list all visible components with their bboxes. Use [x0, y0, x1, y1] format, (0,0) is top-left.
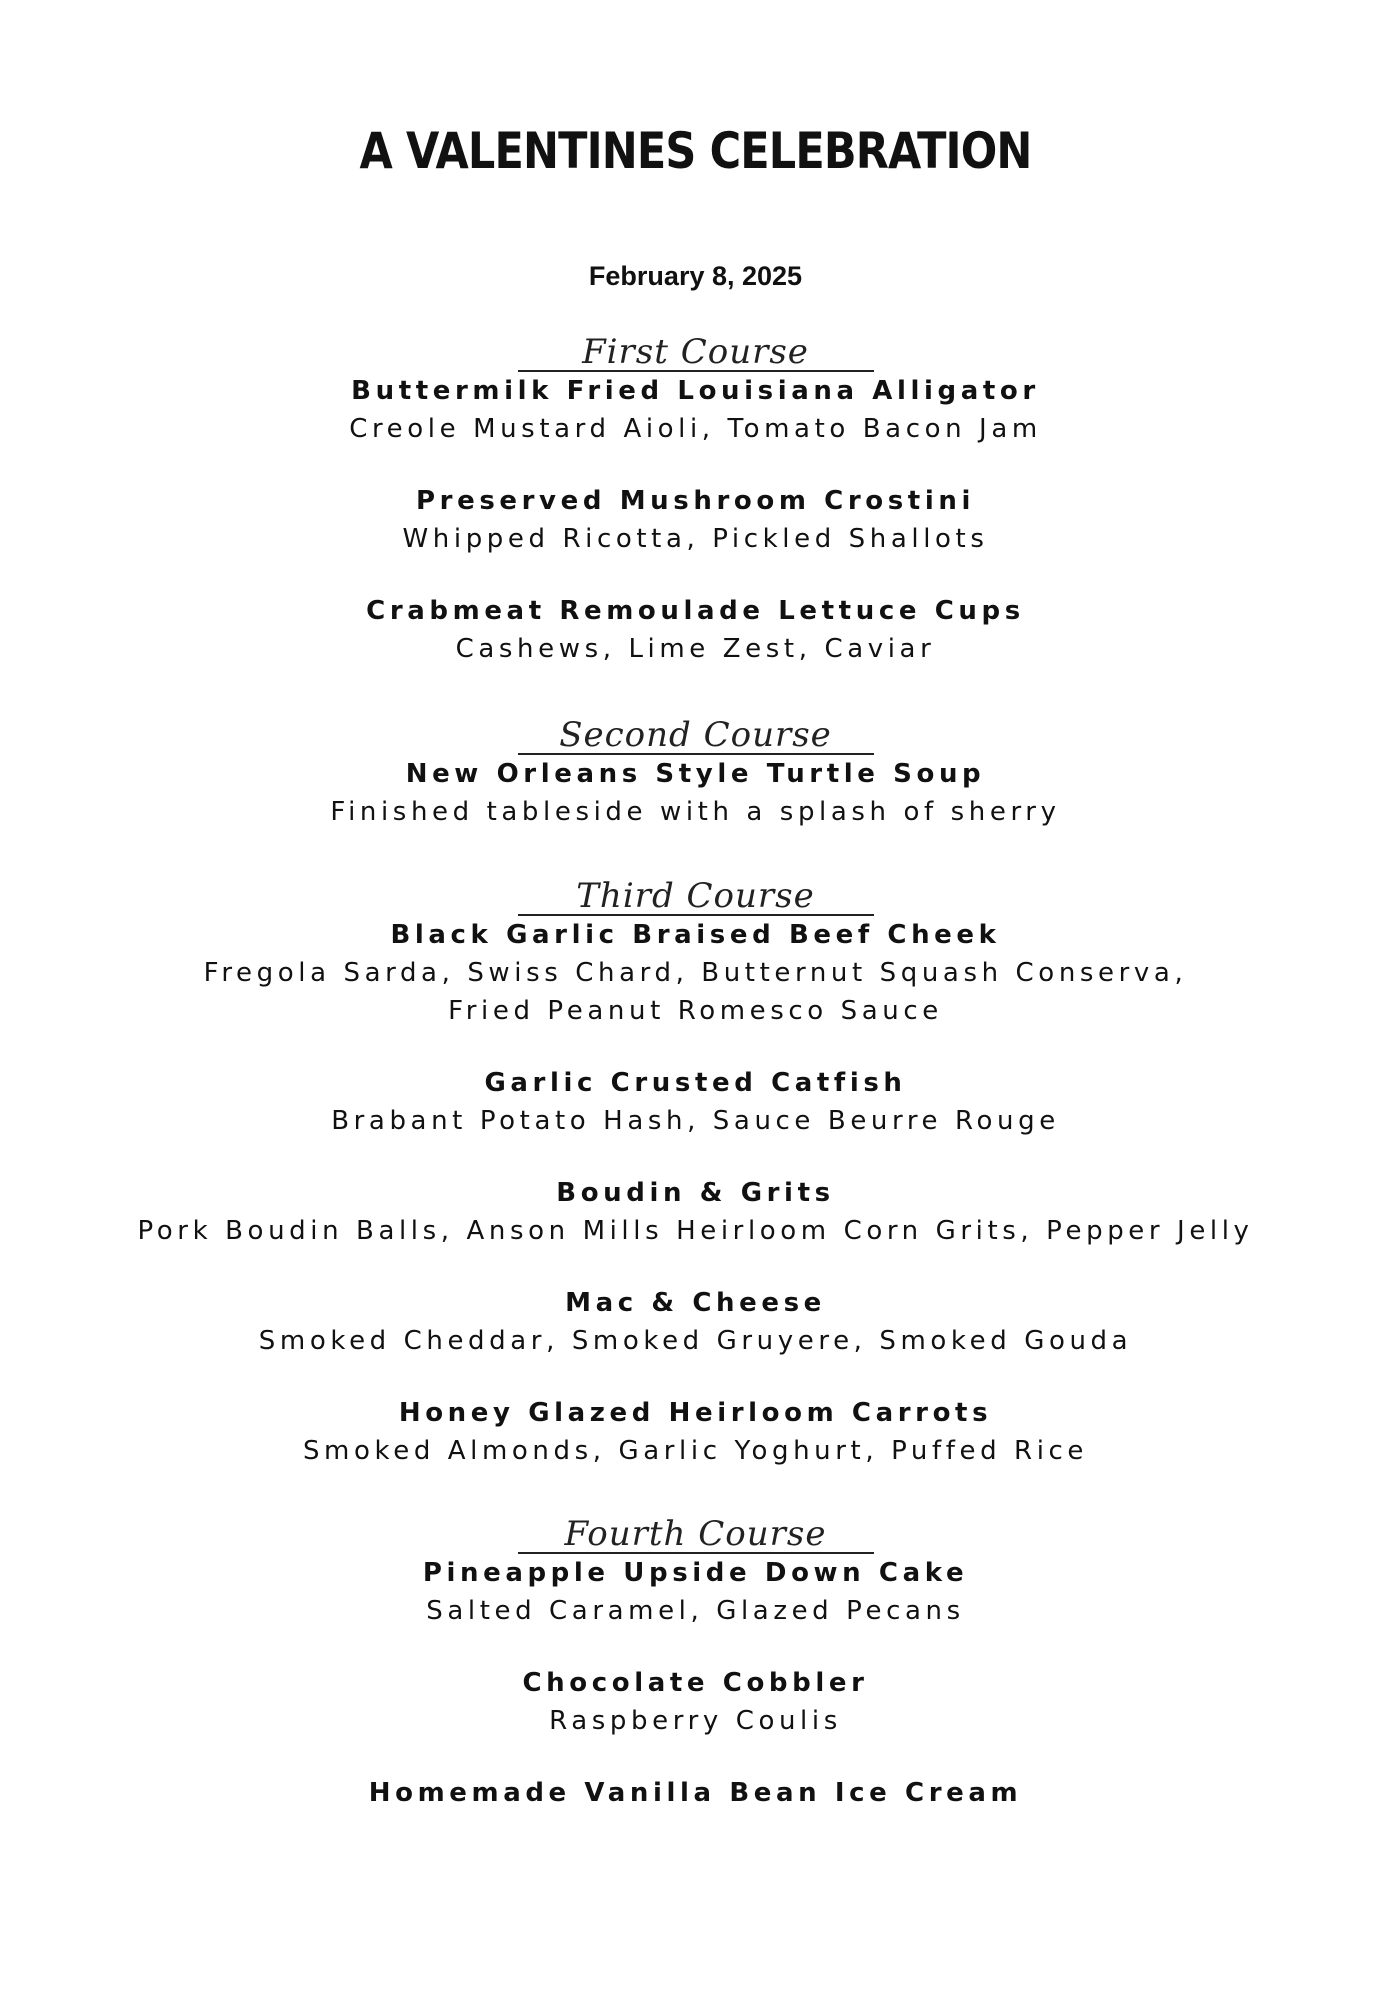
course-heading — [518, 705, 874, 755]
dish-name: New Orleans Style Turtle Soup — [405, 759, 986, 789]
dish-name: Garlic Crusted Catfish — [484, 1068, 907, 1098]
dish-name: Boudin & Grits — [556, 1178, 835, 1208]
dish-description: Raspberry Coulis — [549, 1706, 842, 1736]
dish-item — [0, 372, 1391, 448]
course-fourth — [0, 1504, 1391, 1812]
dish-description: Fried Peanut Romesco Sauce — [448, 996, 943, 1026]
dish-item — [0, 592, 1391, 668]
dish-description: Salted Caramel, Glazed Pecans — [426, 1596, 965, 1626]
course-heading-label: First Course — [582, 332, 809, 372]
dish-name: Homemade Vanilla Bean Ice Cream — [368, 1778, 1023, 1808]
dish-description: Smoked Almonds, Garlic Yoghurt, Puffed Rice — [302, 1436, 1089, 1466]
dish-description: Brabant Potato Hash, Sauce Beurre Rouge — [331, 1106, 1060, 1136]
dish-description: Fregola Sarda, Swiss Chard, Butternut Squash Conserva, — [203, 958, 1188, 988]
course-third — [0, 866, 1391, 1470]
dish-item — [0, 1664, 1391, 1740]
dish-description: Smoked Cheddar, Smoked Gruyere, Smoked Gouda — [258, 1326, 1133, 1356]
dish-description: Cashews, Lime Zest, Caviar — [455, 634, 936, 664]
dish-name: Black Garlic Braised Beef Cheek — [390, 920, 1001, 950]
dish-description: Finished tableside with a splash of sherry — [330, 797, 1061, 827]
dish-item — [0, 1394, 1391, 1470]
dish-item — [0, 1064, 1391, 1140]
course-heading — [518, 866, 874, 916]
course-heading-label: Fourth Course — [564, 1514, 827, 1554]
dish-name: Preserved Mushroom Crostini — [416, 486, 975, 516]
dish-item — [0, 1174, 1391, 1250]
dish-name: Pineapple Upside Down Cake — [422, 1558, 969, 1588]
dish-name: Chocolate Cobbler — [522, 1668, 869, 1698]
dish-item — [0, 1774, 1391, 1812]
dish-name: Honey Glazed Heirloom Carrots — [398, 1398, 993, 1428]
course-second — [0, 705, 1391, 831]
page-title: A VALENTINES CELEBRATION — [359, 122, 1032, 180]
event-date: February 8, 2025 — [588, 261, 803, 291]
course-first — [0, 322, 1391, 668]
dish-item — [0, 482, 1391, 558]
dish-name: Crabmeat Remoulade Lettuce Cups — [366, 596, 1025, 626]
dish-description: Pork Boudin Balls, Anson Mills Heirloom Corn Grits, Pepper Jelly — [137, 1216, 1254, 1246]
dish-name: Mac & Cheese — [565, 1288, 826, 1318]
dish-item — [0, 1284, 1391, 1360]
dish-item — [0, 1554, 1391, 1630]
dish-name: Buttermilk Fried Louisiana Alligator — [351, 376, 1040, 406]
course-heading — [518, 322, 874, 372]
course-heading — [518, 1504, 874, 1554]
dish-item — [0, 755, 1391, 831]
dish-description: Creole Mustard Aioli, Tomato Bacon Jam — [349, 414, 1042, 444]
course-heading-label: Third Course — [576, 876, 815, 916]
course-heading-label: Second Course — [559, 715, 832, 755]
dish-description: Whipped Ricotta, Pickled Shallots — [402, 524, 989, 554]
dish-item — [0, 916, 1391, 1030]
